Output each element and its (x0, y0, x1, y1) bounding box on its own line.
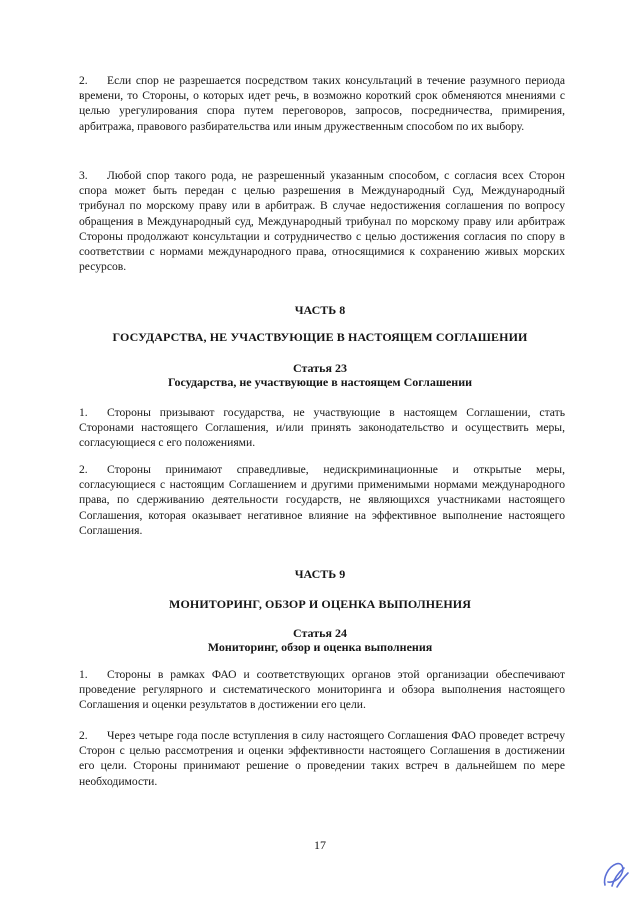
paragraph-text: Любой спор такого рода, не разрешенный указанным способом, с согласия всех Сторон спора может быть передан с целью разрешения в Международный Суд, Международный трибунал по морскому праву или в арбитраж. В случае недостижения соглашения по вопросу обращения в Международный суд, Международный трибунал по морскому праву или арбитраж Стороны продолжают консультации и сотрудничество с целью достижения согласия по спору в соответствии с нормами международного права, относящимися к сохранению живых морских ресурсов. (79, 169, 565, 274)
paragraph-text: Через четыре года после вступления в силу настоящего Соглашения ФАО проведет встречу Сторон с целью рассмотрения и оценки эффективности настоящего Соглашения в достижении его цели. Стороны принимают решение о проведении таких встреч в дальнейшем по мере необходимости. (79, 729, 565, 788)
part9-label: ЧАСТЬ 9 (294, 567, 346, 581)
article24-label: Статья 24 (293, 626, 347, 640)
initials-mark-icon (598, 858, 632, 892)
article22-paragraph-3 (79, 168, 565, 274)
article24-title: Мониторинг, обзор и оценка выполнения (207, 640, 433, 654)
article23-paragraph-2 (79, 462, 565, 538)
article22-paragraph-2 (79, 73, 565, 134)
paragraph-number: 2. (79, 74, 88, 87)
article23-paragraph-1 (79, 405, 565, 451)
paragraph-number: 2. (79, 729, 88, 742)
paragraph-text: Стороны призывают государства, не участвующие в настоящем Соглашении, стать Сторонами настоящего Соглашения, и/или принять законодательство и осуществить меры, согласующиеся с его положениями. (79, 406, 565, 450)
part8-title: ГОСУДАРСТВА, НЕ УЧАСТВУЮЩИЕ В НАСТОЯЩЕМ СОГЛАШЕНИИ (112, 330, 528, 344)
paragraph-number: 2. (79, 463, 88, 476)
part8-label: ЧАСТЬ 8 (294, 303, 346, 317)
page-number: 17 (314, 838, 326, 852)
paragraph-text: Если спор не разрешается посредством таких консультаций в течение разумного периода времени, то Стороны, о которых идет речь, в возможно короткий срок обменяются мнениями с целью урегулирования спора путем переговоров, запросов, посредничества, примирения, арбитража, правового разбирательства или иным дружественным способом по их выбору. (79, 74, 565, 133)
part9-title: МОНИТОРИНГ, ОБЗОР И ОЦЕНКА ВЫПОЛНЕНИЯ (169, 597, 471, 611)
paragraph-number: 3. (79, 169, 88, 182)
article24-paragraph-2 (79, 728, 565, 789)
paragraph-number: 1. (79, 406, 88, 419)
article23-title: Государства, не участвующие в настоящем Соглашении (167, 375, 473, 389)
article23-label: Статья 23 (293, 361, 347, 375)
paragraph-text: Стороны в рамках ФАО и соответствующих органов этой организации обеспечивают проведение регулярного и систематического мониторинга и обзора выполнения настоящего Соглашения и оценки результатов в достижении его цели. (79, 668, 565, 712)
article24-paragraph-1 (79, 667, 565, 713)
paragraph-text: Стороны принимают справедливые, недискриминационные и открытые меры, согласующиеся с настоящим Соглашением и другими применимыми нормами международного права, по сдерживанию деятельности государств, не являющихся участниками настоящего Соглашения, которая оказывает негативное влияние на эффективное выполнение настоящего Соглашения. (79, 463, 565, 537)
paragraph-number: 1. (79, 668, 88, 681)
